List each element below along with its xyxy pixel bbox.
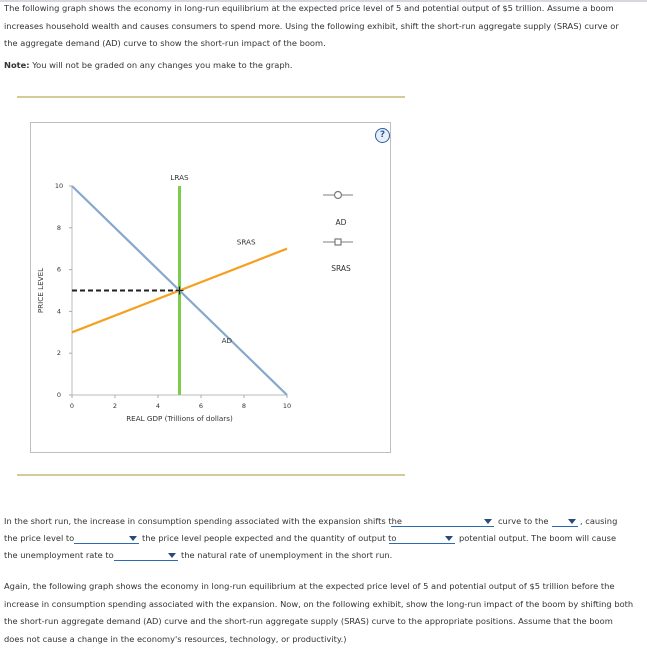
x-tick-label: 4: [155, 402, 161, 410]
sras-label: SRAS: [236, 237, 256, 247]
chevron-down-icon: [129, 536, 137, 541]
question-text-4: the price level to: [4, 533, 75, 543]
question-text-1: In the short run, the increase in consumption spending associated with the expansion shifts the: [4, 516, 402, 526]
chevron-down-icon: [484, 519, 492, 524]
section-divider-bottom: [17, 474, 405, 476]
x-tick-label: 8: [241, 402, 247, 410]
price-level-dropdown[interactable]: [74, 533, 139, 544]
x-tick-label: 6: [198, 402, 204, 410]
curve-dropdown[interactable]: [391, 516, 494, 527]
follow-up-paragraph: Again, the following graph shows the economy in long-run equilibrium at the expected price level of 5 and potential output of $5 trillion before the increase in consumption spending associated with the expansion. Now, on the following exhibit, show the long-run impact of the boom by shifting both the short-run aggregate demand (AD) curve and the short-run aggregate supply (SRAS) curve to the appropriate positions. Assume that the boom does not cause a change in the economy's resources, technology, or productivity.): [4, 581, 634, 644]
question-text-7: the unemployment rate to: [4, 550, 114, 560]
ad-tool-label: AD: [335, 218, 347, 227]
chevron-down-icon: [445, 536, 453, 541]
question-text-2: curve to the: [498, 516, 549, 526]
y-tick-label: 8: [56, 223, 62, 232]
aggregate-supply-demand-chart[interactable]: [31, 123, 390, 452]
y-tick-label: 2: [56, 349, 62, 358]
intro-paragraph: The following graph shows the economy in long-run equilibrium at the expected price level of 5 and potential output of $5 trillion. Assume a boom increases household wealth and causes consumers to spend more. Using the following exhibit, shift the short-run aggregate supply (SRAS) curve or the aggregate demand (AD) curve to show the short-run impact of the boom.: [4, 3, 619, 48]
graph-panel[interactable]: [30, 122, 391, 453]
y-tick-label: 0: [56, 391, 62, 399]
sras-tool-label: SRAS: [331, 264, 351, 273]
help-icon[interactable]: ?: [375, 128, 390, 143]
y-axis-label: PRICE LEVEL: [36, 267, 45, 314]
output-dropdown[interactable]: [389, 533, 455, 544]
question-text-6: potential output. The boom will cause: [459, 533, 617, 543]
direction-dropdown[interactable]: [552, 516, 578, 527]
chevron-down-icon: [568, 519, 576, 524]
note-text: You will not be graded on any changes you make to the graph.: [32, 60, 293, 70]
lras-label: LRAS: [170, 173, 189, 182]
note-label: Note:: [4, 60, 30, 70]
section-divider-top: [17, 96, 405, 98]
y-tick-label: 10: [54, 182, 64, 190]
x-axis-label: REAL GDP (Trillions of dollars): [126, 414, 233, 423]
y-tick-label: 4: [56, 307, 62, 316]
y-tick-label: 6: [56, 265, 62, 274]
question-text-8: the natural rate of unemployment in the short run.: [181, 550, 393, 560]
ad-label: AD: [221, 335, 233, 345]
question-text-5: the price level people expected and the quantity of output to: [142, 533, 397, 543]
x-tick-label: 2: [112, 402, 118, 410]
unemployment-dropdown[interactable]: [114, 550, 178, 561]
x-tick-label: 10: [282, 402, 292, 410]
chevron-down-icon: [168, 553, 176, 558]
ad-tool-handle[interactable]: [335, 192, 342, 199]
x-tick-label: 0: [69, 402, 75, 410]
note-paragraph: [4, 57, 634, 75]
sras-tool-handle[interactable]: [335, 239, 341, 245]
question-text-3: , causing: [580, 516, 618, 526]
